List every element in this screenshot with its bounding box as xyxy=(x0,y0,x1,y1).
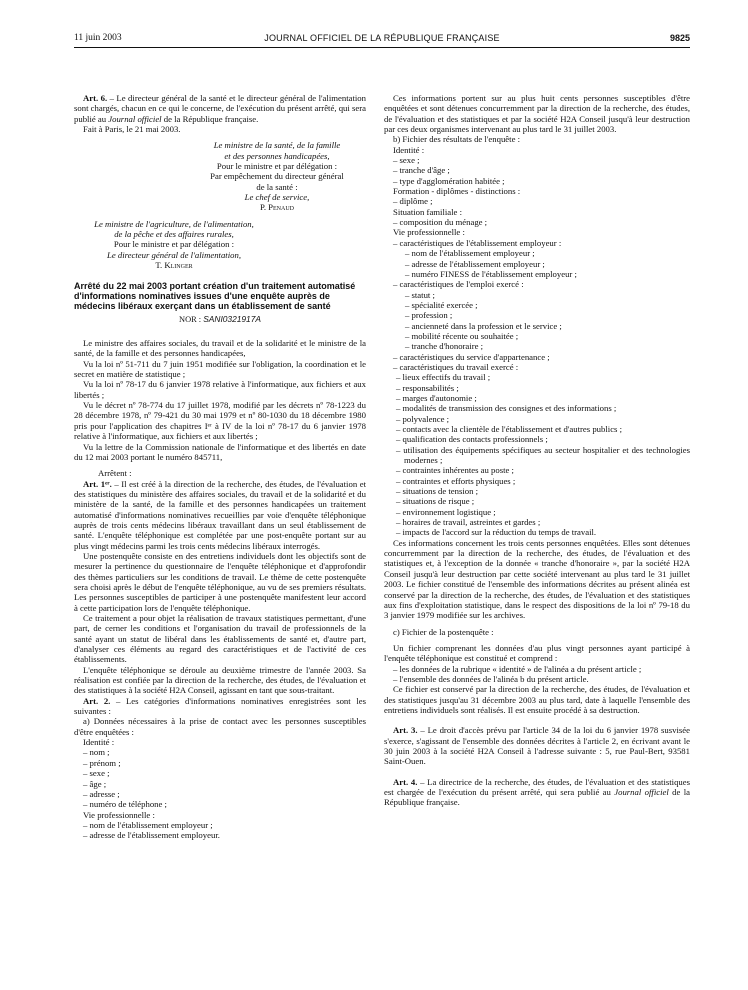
left-column xyxy=(74,93,366,841)
postenquete-paragraph: Un fichier comprenant les données d'au plus vingt personnes ayant participé à l'enquête téléphonique est constitué et comprend : xyxy=(384,642,690,664)
list-item: – polyvalence ; xyxy=(396,413,450,424)
list-item: – caractéristiques du service d'appartenance ; xyxy=(393,351,550,362)
list-item: – contacts avec la clientèle de l'établissement et d'autres publics ; xyxy=(396,424,623,434)
list-item: – profession ; xyxy=(405,310,453,321)
list-item: – contraintes inhérentes au poste ; xyxy=(396,465,514,476)
article-1-deroulement: L'enquête téléphonique se déroule au deuxième trimestre de l'année 2003. Sa réalisation est confiée par la direction de la recherche, des études, de l'évaluation et des statistiques à la société H2A Conseil, agissant en tant que sous-traitant. xyxy=(74,664,366,696)
list-item: – environnement logistique ; xyxy=(396,506,496,517)
identite-label: Identité : xyxy=(83,737,115,748)
article-3: Art. 3. – Le droit d'accès prévu par l'article 34 de la loi du 6 janvier 1978 susvisée s'exerce, s'agissant de l'ensemble des données décrites à l'article 2, en écrivant avant le 30 juin 2003 à la société H2A Conseil à l'adresse suivante : 5, rue Paul-Bert, 93581 Saint-Ouen. xyxy=(384,725,690,767)
conservation-paragraph: Ces informations concernent les trois cents personnes enquêtées. Elles sont détenues concurremment par la direction de la recherche, des études, de l'évaluation et des statistiques et, à l'exception de la donnée « tranche d'honoraire », par la société H2A Conseil jusqu'à leur destruction par cette société intervenant au plus tard le 31 juillet 2003. Le fichier constitué de l'ensemble des informations décrites au présent alinéa est conservé par la direction de la recherche, des études, de l'évaluation et des statistiques aux fins d'exploitation statistique, dans le respect des dispositions de la loi nº 79-18 du 3 janvier 1979 modifiée sur les archives. xyxy=(384,537,690,621)
list-item: – statut ; xyxy=(405,289,435,300)
list-item: – horaires de travail, astreintes et gardes ; xyxy=(396,517,541,528)
list-item: – prénom ; xyxy=(83,757,121,768)
article-2-a: a) Données nécessaires à la prise de contact avec les personnes susceptibles d'être enquêtées : xyxy=(74,716,366,737)
destruction-paragraph: Ce fichier est conservé par la direction de la recherche, des études, de l'évaluation et des statistiques jusqu'au 31 décembre 2003 au plus tard, date à laquelle l'ensemble des entretiens individuels sont réalisés. Il est ensuite procédé à sa destruction. xyxy=(384,684,690,715)
article-1-objet: Ce traitement a pour objet la réalisation de travaux statistiques permettant, d'une part, de cerner les conditions et l'organisation du travail de professionnels de la santé ayant un statut de libéral dans les établissements de santé et, d'autre part, d'analyser ces éléments au regard des caractéristiques et de l'activité de ces établissements. xyxy=(74,613,366,665)
article-6: Art. 6. – Le directeur général de la santé et le directeur général de l'alimentation sont chargés, chacun en ce qui le concerne, de l'exécution du présent arrêté, qui sera publié au Journal officiel de la République française. xyxy=(74,93,366,124)
list-item: – numéro FINESS de l'établissement employeur ; xyxy=(405,268,577,279)
list-item: – âge ; xyxy=(83,778,107,789)
list-item: – lieux effectifs du travail ; xyxy=(396,372,491,383)
list-item: – numéro de téléphone ; xyxy=(83,799,167,810)
identite-label: Identité : xyxy=(393,144,425,155)
header-date: 11 juin 2003 xyxy=(74,33,122,43)
list-item: – adresse de l'établissement employeur. xyxy=(83,830,220,841)
signature-block-agriculture: Le ministre de l'agriculture, de l'alimentation, de la pêche et des affaires rurales, Pour le ministre et par délégation : Le directeur général de l'alimentation, T. Klinger xyxy=(94,218,254,271)
list-item: – impacts de l'accord sur la réduction du temps de travail. xyxy=(396,527,597,538)
article-4: Art. 4. – La directrice de la recherche, des études, de l'évaluation et des statistiques est chargée de l'exécution du présent arrêté, qui sera publié au Journal officiel de la République française. xyxy=(384,776,690,808)
right-column xyxy=(384,93,690,808)
fichier-postenquete-title: c) Fichier de la postenquête : xyxy=(393,626,494,637)
list-item: – adresse ; xyxy=(83,788,120,799)
list-item: – situations de tension ; xyxy=(396,486,479,497)
list-item: – contraintes et efforts physiques ; xyxy=(396,475,516,486)
situation-label: Situation familiale : xyxy=(393,206,463,217)
formation-label: Formation - diplômes - distinctions : xyxy=(393,186,521,197)
visa-loi-1978: Vu la loi nº 78-17 du 6 janvier 1978 relative à l'informatique, aux fichiers et aux libertés ; xyxy=(74,379,366,400)
running-header xyxy=(74,33,690,48)
list-item: – l'ensemble des données de l'alinéa b du présent article. xyxy=(393,673,589,684)
list-item: – sexe ; xyxy=(83,768,110,779)
nor-reference: NOR : SANI0321917A xyxy=(179,313,261,324)
list-item: – diplôme ; xyxy=(393,196,433,207)
list-item: – spécialité exercée ; xyxy=(405,299,478,310)
page-number: 9825 xyxy=(669,33,690,43)
list-item: – tranche d'honoraire ; xyxy=(405,341,484,352)
list-item: – type d'agglomération habitée ; xyxy=(393,175,505,186)
list-item: – les données de la rubrique « identité » de l'alinéa a du présent article ; xyxy=(393,663,642,674)
arretent: Arrêtent : xyxy=(98,468,132,479)
visa-ministres: Le ministre des affaires sociales, du travail et de la solidarité et le ministre de la santé, de la famille et des personnes handicapées, xyxy=(74,338,366,359)
list-item: – nom de l'établissement employeur ; xyxy=(405,248,535,259)
list-item: – responsabilités ; xyxy=(396,382,459,393)
vie-pro-label: Vie professionnelle : xyxy=(393,227,465,238)
visa-loi-1951: Vu la loi nº 51-711 du 7 juin 1951 modifiée sur l'obligation, la coordination et le secret en matière de statistique ; xyxy=(74,358,366,380)
list-item: – situations de risque ; xyxy=(396,496,475,507)
article-2: Art. 2. – Les catégories d'informations nominatives enregistrées sont les suivantes : xyxy=(74,695,366,717)
list-item: – ancienneté dans la profession et le service ; xyxy=(405,320,562,331)
fait-a-paris: Fait à Paris, le 21 mai 2003. xyxy=(83,124,181,135)
list-item: – modalités de transmission des consignes et des informations ; xyxy=(396,403,617,414)
list-item: – nom ; xyxy=(83,747,110,758)
list-item: – caractéristiques de l'emploi exercé : xyxy=(393,279,524,290)
article-1-postenquete: Une postenquête consiste en des entretiens individuels dont les objectifs sont de mesurer la pertinence du questionnaire de l'enquête téléphonique et d'approfondir des thèmes particuliers sur les conditions de travail. Le thème de cette postenquête sera choisi après le début de l'enquête téléphonique, au vu de ses premiers résultats. Les personnes susceptibles de participer à une postenquête manifestent leur accord à cette participation lors de l'enquête téléphonique. xyxy=(74,550,366,613)
list-item: – composition du ménage ; xyxy=(393,217,488,228)
signature-block-sante: Le ministre de la santé, de la famille et des personnes handicapées, Pour le ministre et par délégation : Par empêchement du directeur général de la santé : Le chef de service, P. Penaud xyxy=(210,140,344,213)
list-item: – caractéristiques de l'établissement employeur : xyxy=(393,237,562,248)
visa-cnil: Vu la lettre de la Commission nationale de l'informatique et des libertés en date du 12 mai 2003 portant le numéro 845711, xyxy=(74,441,366,462)
list-item: – mobilité récente ou souhaitée ; xyxy=(405,330,519,341)
list-item: – nom de l'établissement employeur ; xyxy=(83,819,213,830)
list-item: – utilisation des équipements spécifiques au secteur hospitalier et des technologies modernes ; xyxy=(396,444,690,466)
list-item: – adresse de l'établissement employeur ; xyxy=(405,258,545,269)
header-journal-title: JOURNAL OFFICIEL DE LA RÉPUBLIQUE FRANÇAISE xyxy=(264,33,500,43)
fichier-resultats-title: b) Fichier des résultats de l'enquête : xyxy=(393,134,521,145)
vie-pro-label: Vie professionnelle : xyxy=(83,809,155,820)
list-item: – sexe ; xyxy=(393,155,420,166)
list-item: – caractéristiques du travail exercé : xyxy=(393,361,519,372)
arrete-title: Arrêté du 22 mai 2003 portant création d'un traitement automatisé d'informations nominatives issues d'une enquête auprès de médecins libéraux exerçant dans un établissement de santé xyxy=(74,280,356,312)
list-item: – marges d'autonomie ; xyxy=(396,392,477,403)
article-1: Art. 1ᵉʳ. – Il est créé à la direction de la recherche, des études, de l'évaluation et des statistiques du ministère des affaires sociales, du travail et de la solidarité et du ministère de la santé, de la famille et des personnes handicapées un traitement automatisé d'informations nominatives recueillies par voie d'enquête téléphonique auprès de trois cents médecins libéraux travaillant dans un seul établissement de santé. L'enquête téléphonique est complétée par une post-enquête portant sur au plus vingt médecins parmi les trois cents médecins libéraux interrogés. xyxy=(74,478,366,551)
informations-contact-paragraph: Ces informations portent sur au plus huit cents personnes susceptibles d'être enquêtées et sont détenues concurremment par la direction de la recherche, des études, de l'évaluation et des statistiques et par la société H2A Conseil jusqu'à leur destruction par ces deux organismes intervenant au plus tard le 31 juillet 2003. xyxy=(384,93,690,135)
list-item: – tranche d'âge ; xyxy=(393,165,450,176)
visa-decret-1978: Vu le décret nº 78-774 du 17 juillet 1978, modifié par les décrets nº 78-1223 du 28 décembre 1978, nº 79-421 du 30 mai 1979 et nº 80-1030 du 18 décembre 1980 pris pour l'application des chapitres Iᵉʳ à IV de la loi nº 78-17 du 6 janvier 1978 relative à l'informatique, aux fichiers et aux libertés ; xyxy=(74,400,366,442)
list-item: – qualification des contacts professionnels ; xyxy=(396,434,548,445)
